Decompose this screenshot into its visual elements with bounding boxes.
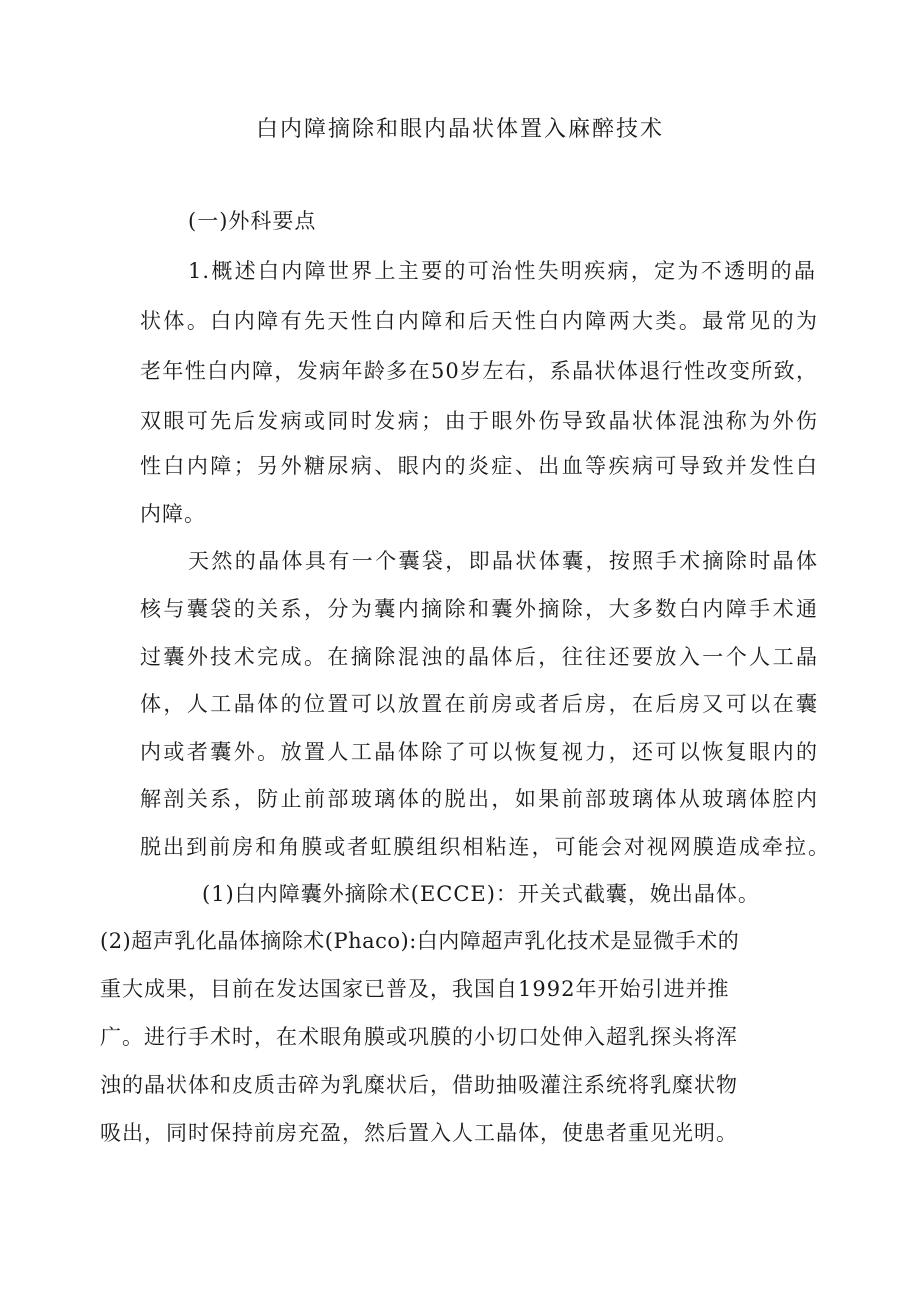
paragraph-line: 状体。白内障有先天性白内障和后天性白内障两大类。最常见的为 <box>140 309 818 333</box>
paragraph-line: 双眼可先后发病或同时发病；由于眼外伤导致晶状体混浊称为外伤 <box>140 409 818 433</box>
paragraph-line: 性白内障；另外糖尿病、眼内的炎症、出血等疾病可导致并发性白 <box>140 454 818 478</box>
paragraph-line: 脱出到前房和角膜或者虹膜组织相粘连，可能会对视网膜造成牵拉。 <box>140 835 830 859</box>
paragraph-line: 天然的晶体具有一个囊袋，即晶状体囊，按照手术摘除时晶体 <box>188 549 818 573</box>
paragraph-line: 内或者囊外。放置人工晶体除了可以恢复视力，还可以恢复眼内的 <box>140 740 818 764</box>
paragraph-line: 浊的晶状体和皮质击碎为乳糜状后，借助抽吸灌注系统将乳糜状物 <box>100 1073 738 1097</box>
paragraph-line: 老年性白内障，发病年龄多在50岁左右，系晶状体退行性改变所致， <box>140 359 818 383</box>
section-heading: (一)外科要点 <box>188 209 317 233</box>
paragraph-line: (2)超声乳化晶体摘除术(Phaco):白内障超声乳化技术是显微手术的 <box>100 929 740 953</box>
paragraph-line: 体，人工晶体的位置可以放置在前房或者后房，在后房又可以在囊 <box>140 692 818 716</box>
paragraph-line: 内障。 <box>140 502 206 526</box>
paragraph-line: 广。进行手术时，在术眼角膜或巩膜的小切口处伸入超乳探头将浑 <box>100 1025 738 1049</box>
paragraph-line: 1.概述白内障世界上主要的可治性失明疾病，定为不透明的晶 <box>188 259 816 283</box>
paragraph-line: 重大成果，目前在发达国家已普及，我国自1992年开始引进并推 <box>100 977 730 1001</box>
paragraph-line: 过囊外技术完成。在摘除混浊的晶体后，往往还要放入一个人工晶 <box>140 645 818 669</box>
list-item-ecce: (1)白内障囊外摘除术(ECCE)：开关式截囊，娩出晶体。 <box>202 882 760 906</box>
paragraph-line: 解剖关系，防止前部玻璃体的脱出，如果前部玻璃体从玻璃体腔内 <box>140 787 818 811</box>
paragraph-line: 核与囊袋的关系，分为囊内摘除和囊外摘除，大多数白内障手术通 <box>140 597 818 621</box>
page-title: 白内障摘除和眼内晶状体置入麻醉技术 <box>255 117 664 142</box>
paragraph-line: 吸出，同时保持前房充盈，然后置入人工晶体，使患者重见光明。 <box>100 1121 738 1145</box>
